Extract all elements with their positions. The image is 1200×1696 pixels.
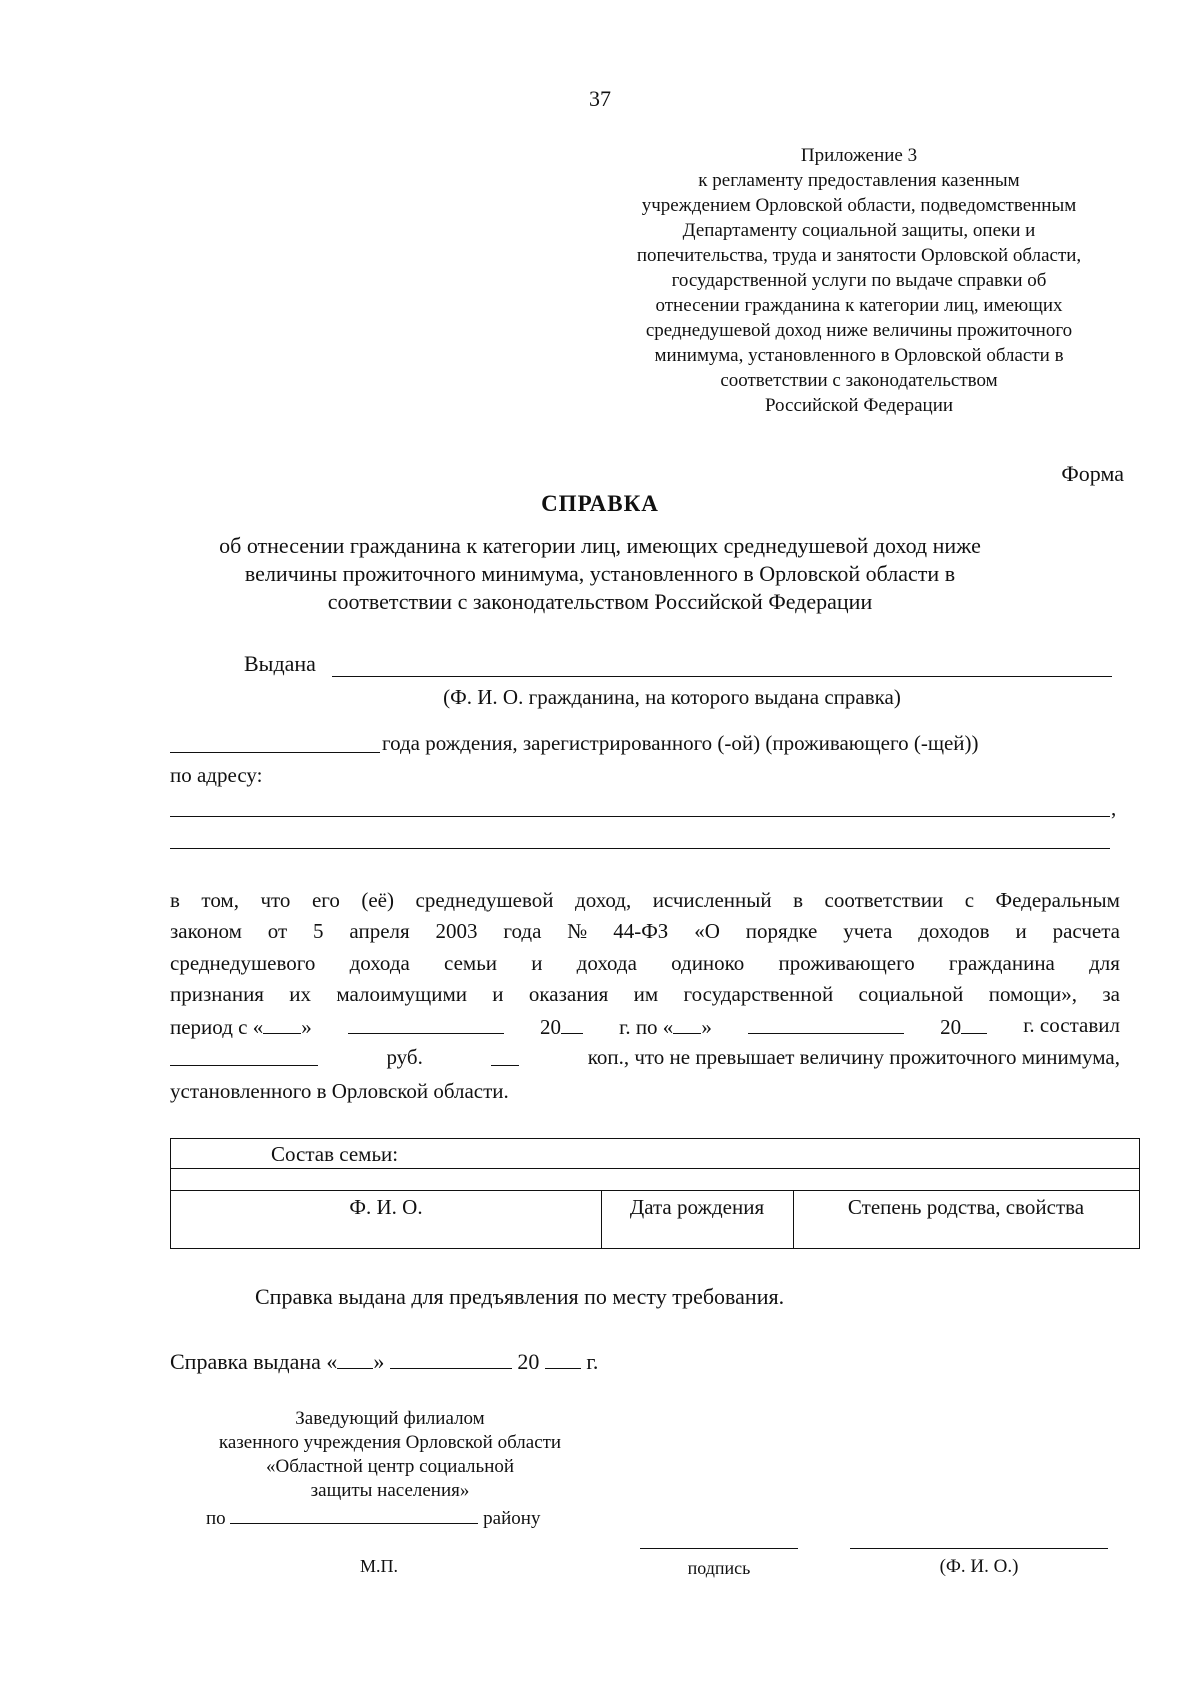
- word: доходов: [918, 919, 990, 943]
- word: его: [311, 888, 340, 912]
- issued-to-label: Выдана: [244, 651, 316, 676]
- column-header-birth-date: Дата рождения: [629, 1195, 765, 1219]
- signer-line: Заведующий филиалом: [295, 1408, 485, 1429]
- word: социальной: [858, 982, 964, 1006]
- word: учета: [843, 919, 893, 943]
- word: помощи»,: [988, 982, 1077, 1006]
- appendix-line: среднедушевой доход ниже величины прожиточного: [645, 320, 1073, 341]
- year-from-blank[interactable]: [561, 1013, 583, 1034]
- word: года: [503, 919, 542, 943]
- rub-label: руб.: [386, 1045, 423, 1069]
- signer-title: [170, 1407, 610, 1503]
- document-subtitle: [180, 532, 1020, 616]
- word: «О: [694, 919, 720, 943]
- word: законом: [170, 919, 242, 943]
- kop-text: коп., что не превышает величину прожиточного минимума,: [587, 1045, 1120, 1069]
- word: с: [964, 888, 975, 912]
- month-from-blank[interactable]: [348, 1013, 504, 1034]
- word: дохода: [576, 951, 637, 975]
- word: малоимущими: [336, 982, 467, 1006]
- issued-to-blank[interactable]: [332, 676, 1112, 677]
- word: для: [1089, 951, 1120, 975]
- total-text: г. составил: [1023, 1013, 1120, 1037]
- year-to: 20: [940, 1013, 987, 1040]
- word: одиноко: [671, 951, 745, 975]
- page-number: 37: [589, 86, 611, 111]
- appendix-line: попечительства, труда и занятости Орловской области,: [636, 245, 1082, 266]
- appendix-line: государственной услуги по выдаче справки об: [671, 270, 1047, 291]
- word: и: [531, 951, 543, 975]
- word: признания: [170, 982, 264, 1006]
- column-header-relationship: Степень родства, свойства: [847, 1195, 1085, 1219]
- day-from-blank[interactable]: [263, 1013, 301, 1034]
- document-title: СПРАВКА: [541, 491, 659, 516]
- signature-blank[interactable]: [640, 1548, 798, 1549]
- signer-line: казенного учреждения Орловской области: [218, 1432, 562, 1453]
- word: что: [260, 888, 291, 912]
- body-line-6-amount: [170, 1045, 1120, 1070]
- body-line-7: установленного в Орловской области.: [170, 1079, 509, 1103]
- word: государственной: [683, 982, 834, 1006]
- word: Федеральным: [995, 888, 1120, 912]
- purpose-text: Справка выдана для предъявления по месту требования.: [255, 1284, 785, 1309]
- word: и: [1015, 919, 1027, 943]
- address-blank-1[interactable]: [170, 816, 1110, 817]
- word: оказания: [528, 982, 609, 1006]
- body-line-1: [170, 888, 1120, 913]
- word: гражданина: [948, 951, 1055, 975]
- word: в: [793, 888, 804, 912]
- appendix-line: минимума, установленного в Орловской области в: [654, 345, 1064, 366]
- signer-name-label: (Ф. И. О.): [939, 1556, 1019, 1577]
- appendix-line: Департаменту социальной защиты, опеки и: [682, 220, 1036, 241]
- word: доход,: [575, 888, 632, 912]
- signer-line: «Областной центр социальной: [265, 1456, 515, 1477]
- word: от: [267, 919, 288, 943]
- appendix-line: к регламенту предоставления казенным: [698, 170, 1020, 191]
- issued-date-line: Справка выдана « » 20 г.: [170, 1349, 599, 1374]
- rubles-blank[interactable]: [170, 1045, 318, 1066]
- issued-to-hint: (Ф. И. О. гражданина, на которого выдана справка): [443, 685, 901, 709]
- word: апреля: [349, 919, 410, 943]
- word: исчисленный: [652, 888, 772, 912]
- issued-year-blank[interactable]: [545, 1348, 581, 1369]
- year-to-blank[interactable]: [961, 1013, 987, 1034]
- word: в: [170, 888, 180, 912]
- signer-line: защиты населения»: [310, 1480, 470, 1501]
- word: дохода: [349, 951, 410, 975]
- appendix-line: соответствии с законодательством: [720, 370, 998, 391]
- kopecks-blank[interactable]: [491, 1045, 519, 1066]
- word: 2003: [435, 919, 478, 943]
- word: среднедушевой: [415, 888, 554, 912]
- body-line-5-period: [170, 1013, 1120, 1040]
- word: 5: [313, 919, 324, 943]
- address-comma: ,: [1111, 796, 1117, 820]
- appendix-line: отнесении гражданина к категории лиц, имеющих: [655, 295, 1063, 316]
- column-header-fio: Ф. И. О.: [349, 1195, 423, 1219]
- district-blank[interactable]: [230, 1503, 478, 1524]
- address-blank-2[interactable]: [170, 848, 1110, 849]
- stamp-label: М.П.: [360, 1556, 399, 1576]
- word: (её): [361, 888, 394, 912]
- signature-label: подпись: [687, 1558, 751, 1578]
- family-composition-table: [170, 1138, 1140, 1249]
- issued-month-blank[interactable]: [390, 1348, 512, 1369]
- family-table-caption: Состав семьи:: [271, 1142, 399, 1166]
- period-to-text: г. по « »: [619, 1015, 712, 1039]
- appendix-line: Приложение 3: [800, 145, 918, 166]
- month-to-blank[interactable]: [748, 1013, 904, 1034]
- table-divider: [171, 1190, 1139, 1191]
- subtitle-line: об отнесении гражданина к категории лиц, имеющих среднедушевой доход ниже: [219, 533, 981, 558]
- word: им: [633, 982, 659, 1006]
- appendix-line: учреждением Орловской области, подведомственным: [641, 195, 1077, 216]
- body-line-4: [170, 982, 1120, 1007]
- table-divider: [171, 1168, 1139, 1169]
- word: №: [567, 919, 588, 943]
- word: расчета: [1052, 919, 1120, 943]
- word: их: [289, 982, 312, 1006]
- word: за: [1102, 982, 1120, 1006]
- appendix-note: [576, 143, 1142, 418]
- word: семьи: [444, 951, 498, 975]
- word: соответствии: [824, 888, 944, 912]
- address-label: по адресу:: [170, 763, 263, 787]
- body-line-2: [170, 919, 1120, 944]
- issued-day-blank[interactable]: [337, 1348, 373, 1369]
- signer-name-blank[interactable]: [850, 1548, 1108, 1549]
- body-line-3: [170, 951, 1120, 976]
- birth-text: года рождения, зарегистрированного (-ой) (проживающего (-щей)): [382, 731, 979, 755]
- word: среднедушевого: [170, 951, 316, 975]
- word: проживающего: [778, 951, 915, 975]
- word: порядке: [745, 919, 818, 943]
- birth-year-blank[interactable]: [170, 752, 380, 753]
- appendix-line: Российской Федерации: [764, 395, 954, 416]
- day-to-blank[interactable]: [673, 1013, 701, 1034]
- word: 44-ФЗ: [613, 919, 669, 943]
- word: и: [492, 982, 504, 1006]
- year-from: 20: [540, 1013, 583, 1040]
- word: том,: [201, 888, 239, 912]
- period-from-text: период с « »: [170, 1015, 312, 1039]
- subtitle-line: соответствии с законодательством Российской Федерации: [327, 589, 873, 614]
- form-label: Форма: [1061, 461, 1124, 486]
- district-line: по району: [206, 1503, 540, 1531]
- subtitle-line: величины прожиточного минимума, установленного в Орловской области в: [244, 561, 956, 586]
